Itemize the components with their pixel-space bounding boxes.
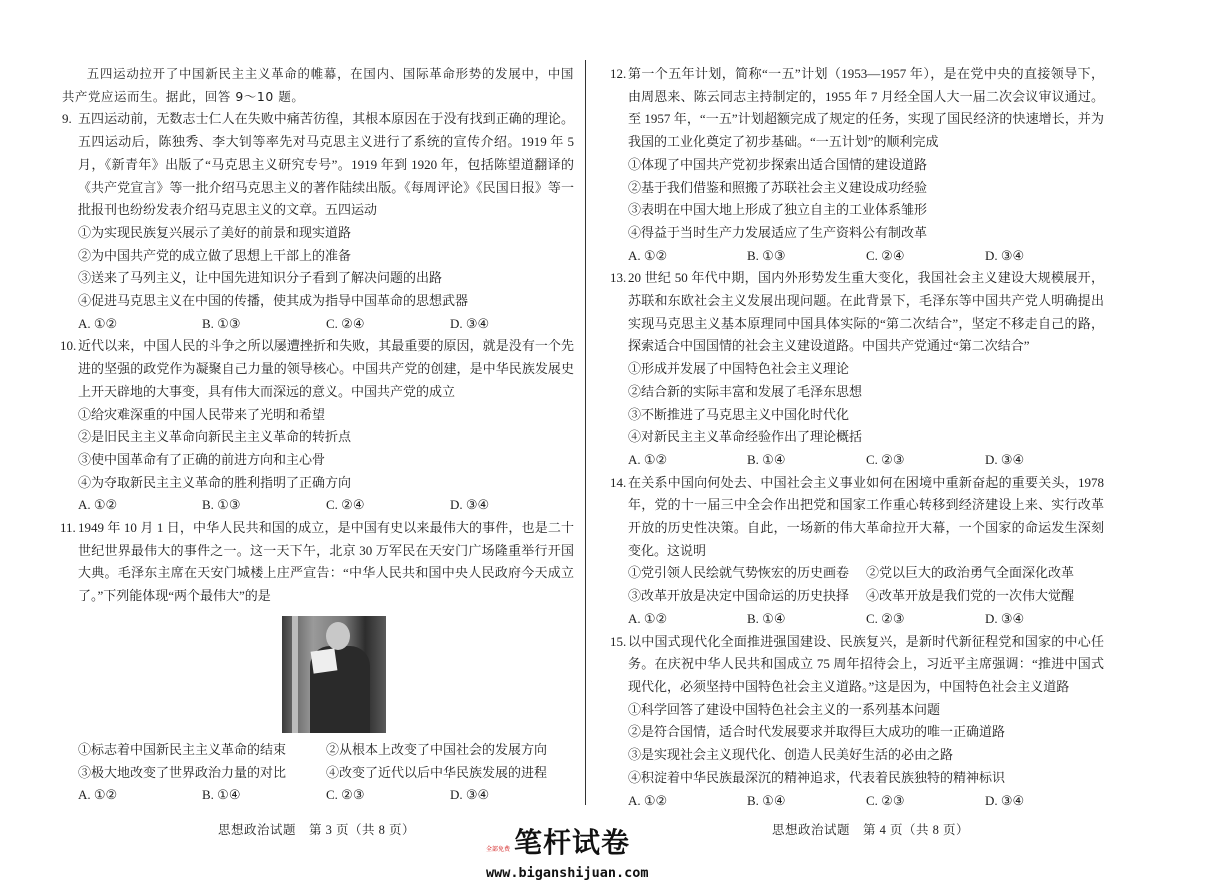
question-stem: 在关系中国向何处去、中国社会主义事业如何在困境中重新奋起的重要关头，1978 年，党的十一届三中全会作出把党和国家工作重心转移到经济建设上来、实行改革开放的历史性决策。自此，一场新的伟大革命拉开大幕，一个国家的命运发生深刻变化。这说明 <box>628 474 1104 558</box>
watermark-title: 笔杆试卷 <box>514 826 631 859</box>
statement-option: ③极大地改变了世界政治力量的对比 <box>78 764 287 780</box>
right-page <box>612 63 1104 812</box>
option-row <box>78 739 574 762</box>
answer-choices <box>78 784 574 807</box>
answer-choice-d: D. ③④ <box>985 451 1025 467</box>
answer-choice-b: B. ①④ <box>747 610 786 626</box>
answer-choice-c: C. ②③ <box>326 787 365 803</box>
answer-choice-b: B. ①③ <box>747 247 786 263</box>
answer-choices <box>78 494 574 517</box>
statement-option: ④得益于当时生产力发展适应了生产资料公有制改革 <box>628 224 928 240</box>
statement-option: ④为夺取新民主主义革命的胜利指明了正确方向 <box>78 474 352 490</box>
watermark-url: www.biganshijuan.com <box>486 865 649 881</box>
answer-choice-a: A. ①② <box>628 792 668 808</box>
statement-option: ②结合新的实际丰富和发展了毛泽东思想 <box>628 383 863 399</box>
answer-choice-c: C. ②③ <box>866 451 905 467</box>
watermark-tag: 全部免费 <box>486 846 511 853</box>
answer-choice-d: D. ③④ <box>985 792 1025 808</box>
question-number: 12. <box>610 66 627 81</box>
option-row <box>628 562 1104 585</box>
page-divider <box>585 60 586 805</box>
answer-choices <box>78 313 574 336</box>
question-stem: 五四运动前，无数志士仁人在失败中痛苦彷徨，其根本原因在于没有找到正确的理论。五四运动后，陈独秀、李大钊等率先对马克思主义进行了系统的宣传介绍。1919 年 5 月，《新青年》出版了“马克思主义研究专号”。1919 年到 1920 年，包括陈望道翻译的《共产党宣言》等一批介绍马克思主义的著作陆续出版。《每周评论》《民国日报》等一批报刊也纷纷发表介绍马克思主义的文章。五四运动 <box>78 111 574 218</box>
statement-option: ①标志着中国新民主主义革命的结束 <box>78 741 287 757</box>
statement-option: ③使中国革命有了正确的前进方向和主心骨 <box>78 451 326 467</box>
founding-ceremony-photo <box>282 616 386 733</box>
statement-option: ③表明在中国大地上形成了独立自主的工业体系雏形 <box>628 202 928 218</box>
statement-option: ①为实现民族复兴展示了美好的前景和现实道路 <box>78 224 352 240</box>
question-number: 10. <box>60 338 77 354</box>
answer-choice-a: A. ①② <box>78 787 118 803</box>
question-stem: 第一个五年计划，简称“一五”计划（1953—1957 年），是在党中央的直接领导下，由周恩来、陈云同志主持制定的，1955 年 7 月经全国人大一届二次会议审议通过。至 1957 年，“一五”计划超额完成了规定的任务，实现了国民经济的快速增长，并为我国的工业化奠定了初步基础。“一五计划”的顺利完成 <box>628 66 1104 150</box>
answer-choices <box>628 790 1104 813</box>
answer-choice-d: D. ③④ <box>450 787 490 803</box>
statement-option: ④改变了近代以后中华民族发展的进程 <box>326 764 548 780</box>
answer-choice-d: D. ③④ <box>450 315 490 331</box>
photo-head <box>326 622 350 650</box>
answer-choice-b: B. ①④ <box>747 792 786 808</box>
statement-option: ①形成并发展了中国特色社会主义理论 <box>628 361 850 377</box>
answer-choice-d: D. ③④ <box>985 610 1025 626</box>
statement-option: ②是旧民主主义革命向新民主主义革命的转折点 <box>78 429 352 445</box>
statement-option: ②从根本上改变了中国社会的发展方向 <box>326 741 548 757</box>
statement-option: ④积淀着中华民族最深沉的精神追求，代表着民族独特的精神标识 <box>628 769 1006 785</box>
answer-choice-c: C. ②④ <box>326 315 365 331</box>
question-number: 13. <box>610 270 627 286</box>
answer-choice-c: C. ②③ <box>866 610 905 626</box>
answer-choice-c: C. ②④ <box>866 247 905 263</box>
question-12 <box>612 63 1104 267</box>
watermark-logo <box>486 826 649 888</box>
question-stem: 近代以来，中国人民的斗争之所以屡遭挫折和失败，其最重要的原因，就是没有一个先进的坚强的政党作为凝聚自己力量的领导核心。中国共产党的创建，是中华民族发展史上开天辟地的大事变，具有伟大而深远的意义。中国共产党的成立 <box>78 338 574 399</box>
statement-option: ③改革开放是决定中国命运的历史抉择 <box>628 588 850 604</box>
answer-choice-b: B. ①③ <box>202 315 241 331</box>
photo-mic <box>292 616 298 733</box>
answer-choice-a: A. ①② <box>78 497 118 513</box>
statement-option: ①体现了中国共产党初步探索出适合国情的建设道路 <box>628 156 928 172</box>
question-stem: 1949 年 10 月 1 日，中华人民共和国的成立，是中国有史以来最伟大的事件，也是二十世纪世界最伟大的事件之一。这一天下午，北京 30 万军民在天安门广场隆重举行开国大典。毛泽东主席在天安门城楼上庄严宣告：“中华人民共和国中央人民政府今天成立了。”下列能体现“两个最伟大”的是 <box>78 520 574 604</box>
answer-choice-b: B. ①④ <box>747 451 786 467</box>
question-14 <box>612 472 1104 631</box>
answer-choices <box>628 449 1104 472</box>
statement-option: ②党以巨大的政治勇气全面深化改革 <box>866 565 1075 581</box>
question-9 <box>62 108 574 335</box>
footer-page-4: 思想政治试题 第 4 页（共 8 页） <box>772 823 970 837</box>
question-number: 14. <box>610 474 627 490</box>
question-number: 11. <box>60 520 76 536</box>
left-page <box>62 63 574 807</box>
statement-option: ④改革开放是我们党的一次伟大觉醒 <box>866 588 1075 604</box>
statement-option: ③送来了马列主义，让中国先进知识分子看到了解决问题的出路 <box>78 270 443 286</box>
question-number: 15. <box>610 633 627 649</box>
statement-option: ②基于我们借鉴和照搬了苏联社会主义建设成功经验 <box>628 179 928 195</box>
statement-option: ②为中国共产党的成立做了思想上干部上的准备 <box>78 247 352 263</box>
statement-option: ①科学回答了建设中国特色社会主义的一系列基本问题 <box>628 701 941 717</box>
photo-paper <box>311 648 338 673</box>
statement-option: ③是实现社会主义现代化、创造人民美好生活的必由之路 <box>628 747 954 763</box>
question-stem: 以中国式现代化全面推进强国建设、民族复兴，是新时代新征程党和国家的中心任务。在庆祝中华人民共和国成立 75 周年招待会上，习近平主席强调：“推进中国式现代化，必须坚持中国特色社会主义道路。”这是因为，中国特色社会主义道路 <box>628 633 1104 694</box>
answer-choice-a: A. ①② <box>628 451 668 467</box>
answer-choice-d: D. ③④ <box>985 247 1025 263</box>
answer-choice-d: D. ③④ <box>450 497 490 513</box>
answer-choices <box>628 608 1104 631</box>
answer-choice-b: B. ①③ <box>202 497 241 513</box>
question-stem: 20 世纪 50 年代中期，国内外形势发生重大变化，我国社会主义建设大规模展开，苏联和东欧社会主义发展出现问题。在此背景下，毛泽东等中国共产党人明确提出实现马克思主义基本原理同中国具体实际的“第二次结合”，坚定不移走自己的路，探索适合中国国情的社会主义建设道路。中国共产党通过“第二次结合” <box>628 270 1104 354</box>
answer-choices <box>628 245 1104 268</box>
statement-option: ④对新民主主义革命经验作出了理论概括 <box>628 429 863 445</box>
left-questions <box>62 108 574 807</box>
statement-option: ③不断推进了马克思主义中国化时代化 <box>628 406 850 422</box>
question-13 <box>612 267 1104 471</box>
option-row <box>78 762 574 785</box>
answer-choice-a: A. ①② <box>628 247 668 263</box>
statement-option: ②是符合国情，适合时代发展要求并取得巨大成功的唯一正确道路 <box>628 724 1006 740</box>
answer-choice-c: C. ②④ <box>326 497 365 513</box>
question-10 <box>62 335 574 517</box>
answer-choice-a: A. ①② <box>628 610 668 626</box>
answer-choice-c: C. ②③ <box>866 792 905 808</box>
question-11 <box>62 517 574 807</box>
option-row <box>628 585 1104 608</box>
question-15 <box>612 631 1104 813</box>
statement-option: ①给灾难深重的中国人民带来了光明和希望 <box>78 406 326 422</box>
answer-choice-a: A. ①② <box>78 315 118 331</box>
right-questions <box>612 63 1104 812</box>
footer-page-3: 思想政治试题 第 3 页（共 8 页） <box>218 823 416 837</box>
statement-option: ④促进马克思主义在中国的传播，使其成为指导中国革命的思想武器 <box>78 293 469 309</box>
statement-option: ①党引领人民绘就气势恢宏的历史画卷 <box>628 565 850 581</box>
material-intro: 五四运动拉开了中国新民主主义革命的帷幕，在国内、国际革命形势的发展中，中国共产党应运而生。据此，回答 9～10 题。 <box>62 66 574 104</box>
answer-choice-b: B. ①④ <box>202 787 241 803</box>
question-number: 9. <box>62 111 72 127</box>
